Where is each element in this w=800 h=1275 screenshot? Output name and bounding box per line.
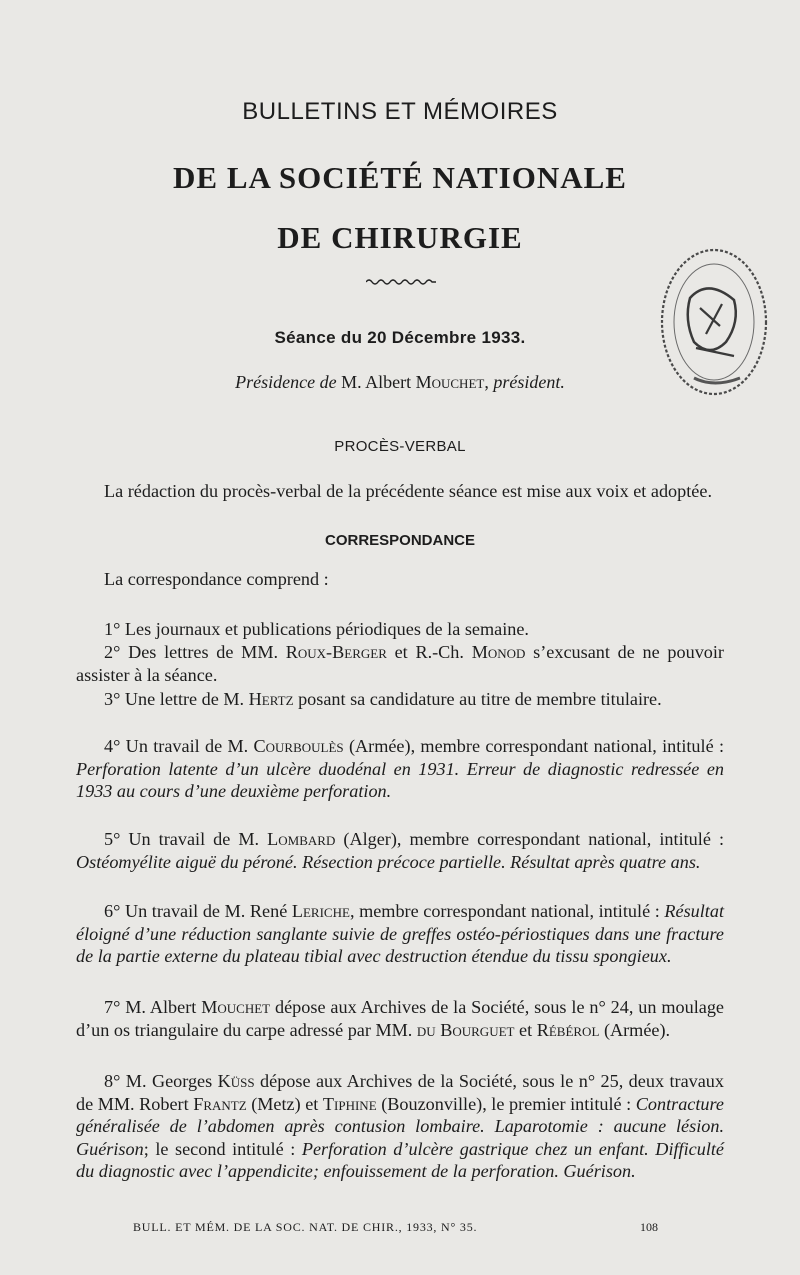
item-7-text: dépose aux Archives de la Société, sous le n° 24, un moulage d’un os triangulaire du carpe adressé par MM. <box>76 997 725 1040</box>
journal-title: BULLETINS ET MÉMOIRES <box>242 98 558 125</box>
item-8-text: (Metz) et <box>246 1093 323 1114</box>
author-name: Monod <box>471 642 526 662</box>
pv-paragraph <box>76 480 724 503</box>
section-heading-proces-verbal: PROCÈS-VERBAL <box>334 438 466 455</box>
item-8-text: ; le second intitulé : <box>143 1138 302 1159</box>
list-item <box>76 735 724 803</box>
section-heading-correspondance: CORRESPONDANCE <box>324 532 475 549</box>
page-number: 108 <box>640 1220 658 1234</box>
item-2-text: et R.-Ch. <box>386 642 472 662</box>
item-7-text: et <box>514 1019 537 1040</box>
presidency-label: Présidence de <box>235 372 337 392</box>
item-4-text: 4° Un travail de M. <box>104 736 254 756</box>
item-8-text: (Bouzonville), le premier intitulé : <box>376 1093 636 1114</box>
author-name: Courboulès <box>253 736 344 756</box>
author-name: Mouchet <box>201 997 271 1017</box>
session-date: Séance du 20 Décembre 1933. <box>274 328 526 347</box>
item-6-text: , membre correspondant national, intitulé : <box>349 901 665 921</box>
correspondance-intro <box>76 568 724 591</box>
item-4-text: (Armée), membre correspondant national, intitulé : <box>343 736 725 756</box>
author-name: Lombard <box>267 829 336 849</box>
item-5-text: (Alger), membre correspondant national, intitulé : <box>335 829 724 849</box>
work-title: Contracture généralisée de l’abdomen après contusion lombaire. Laparotomie : aucune lésion. Guérison <box>76 1093 724 1159</box>
author-name: Tiphine <box>322 1093 377 1114</box>
president-surname: Mouchet <box>415 372 485 392</box>
list-item <box>76 900 724 968</box>
presidency-line: Présidence de M. Albert Mouchet, président. <box>235 372 565 392</box>
item-2-text: 2° Des lettres de MM. <box>104 642 286 662</box>
item-6-text: 6° Un travail de M. René <box>104 901 292 921</box>
author-name: Roux-Berger <box>285 642 387 662</box>
pv-text: La rédaction du procès-verbal de la précédente séance est mise aux voix et adoptée. <box>104 481 712 501</box>
list-item <box>76 996 724 1041</box>
author-name: Rébérol <box>536 1019 600 1040</box>
item-3-text: posant sa candidature au titre de membre titulaire. <box>293 689 662 709</box>
item-2-text: s’excusant de ne pouvoir assister à la séance. <box>76 642 724 685</box>
society-subtitle: DE CHIRURGIE <box>277 220 523 255</box>
list-item <box>76 641 724 686</box>
item-1-text: 1° Les journaux et publications périodiques de la semaine. <box>104 619 529 639</box>
society-title: DE LA SOCIÉTÉ NATIONALE <box>173 160 627 195</box>
item-7-text: (Armée). <box>599 1019 671 1040</box>
work-title: Résultat éloigné d’une réduction sanglante suivie de greffes ostéo-périostiques dans une fracture de la partie externe du plateau tibial avec destruction étendue du tissu spongieux. <box>76 901 724 966</box>
author-name: du Bourguet <box>416 1019 515 1040</box>
list-item <box>76 688 724 711</box>
ornamental-rule <box>366 276 436 286</box>
item-5-text: 5° Un travail de M. <box>104 829 268 849</box>
list-item <box>76 1070 724 1183</box>
item-8-text: dépose aux Archives de la Société, sous le n° 25, deux travaux de MM. Robert <box>76 1071 724 1114</box>
president-name-prefix: M. Albert <box>341 372 412 392</box>
author-name: Frantz <box>193 1093 247 1114</box>
author-name: Küss <box>217 1071 255 1091</box>
president-role: président. <box>493 372 565 392</box>
author-name: Hertz <box>248 689 294 709</box>
work-title: Perforation d’ulcère gastrique chez un enfant. Difficulté du diagnostic avec l’appendicite; enfouissement de la perforation. Guérison. <box>76 1138 724 1181</box>
author-name: Leriche <box>291 901 350 921</box>
item-7-text: 7° M. Albert <box>104 997 202 1017</box>
work-title: Perforation latente d’un ulcère duodénal en 1931. Erreur de diagnostic redressée en 1933 au cours d’une deuxième perforation. <box>76 758 724 801</box>
intro-text: La correspondance comprend : <box>104 569 329 589</box>
work-title: Ostéomyélite aiguë du péroné. Résection précoce partielle. Résultat après quatre ans. <box>76 851 701 872</box>
footer-reference: BULL. ET MÉM. DE LA SOC. NAT. DE CHIR., 1933, N° 35. <box>133 1220 478 1234</box>
item-3-text: 3° Une lettre de M. <box>104 689 249 709</box>
list-item <box>76 828 724 873</box>
item-8-text: 8° M. Georges <box>104 1071 218 1091</box>
list-item <box>76 618 724 641</box>
